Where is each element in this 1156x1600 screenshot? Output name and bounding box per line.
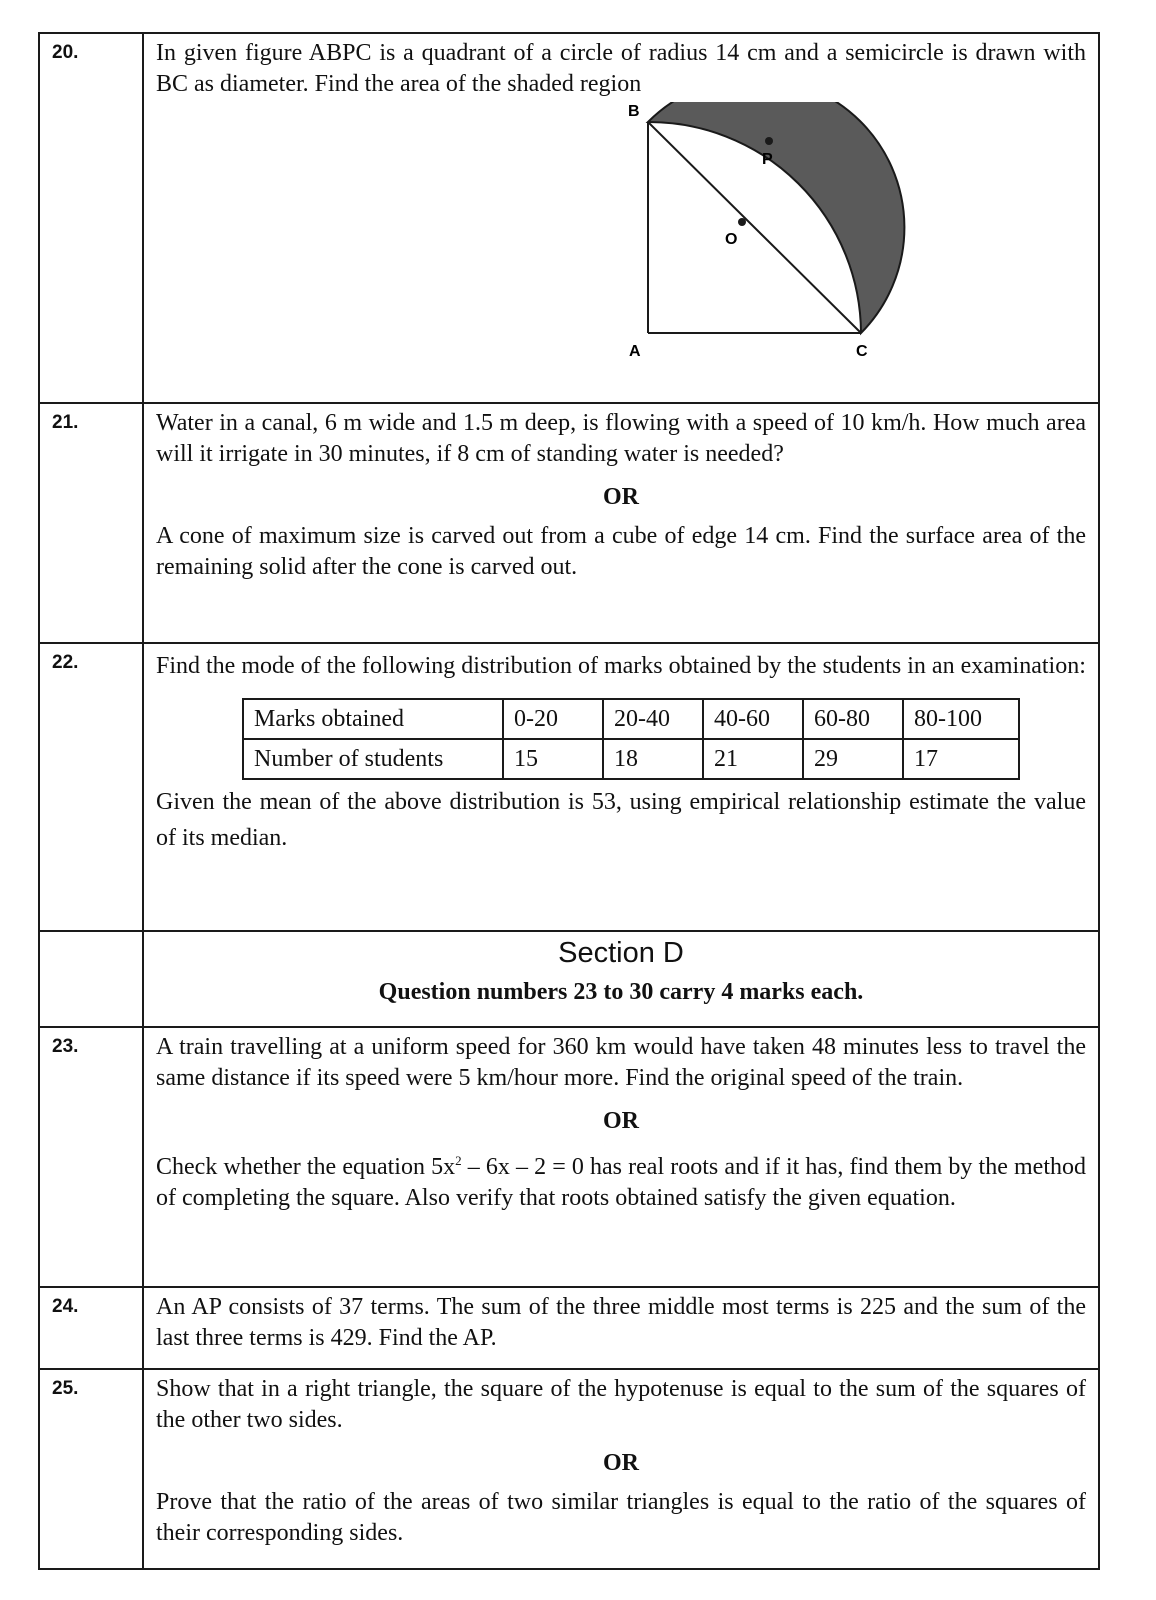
question-body (143, 1369, 1099, 1569)
question-body (143, 403, 1099, 643)
marks-distribution-table (242, 698, 1020, 780)
table-cell: 29 (803, 739, 903, 779)
question-number: 25. (39, 1369, 143, 1569)
question-text: An AP consists of 37 terms. The sum of the three middle most terms is 225 and the sum of the last three terms is 429. Find the AP. (156, 1294, 1086, 1351)
question-text: A train travelling at a uniform speed for 360 km would have taken 48 minutes less to travel the same distance if its speed were 5 km/hour more. Find the original speed of the train. (156, 1034, 1086, 1091)
question-number: 21. (39, 403, 143, 643)
question-followup-text: Given the mean of the above distribution is 53, using empirical relationship estimate the value of its median. (156, 789, 1086, 851)
label-o: O (725, 231, 738, 248)
question-table (38, 32, 1100, 1570)
or-divider: OR (603, 484, 639, 510)
table-cell: Number of students (243, 739, 503, 779)
alternative-question-text (156, 1145, 1086, 1214)
question-number: 20. (39, 33, 143, 403)
or-divider: OR (603, 1450, 639, 1476)
table-cell: 0-20 (503, 699, 603, 739)
question-row-20 (39, 33, 1099, 403)
table-cell: 18 (603, 739, 703, 779)
section-header (143, 931, 1099, 1027)
label-a: A (629, 343, 641, 360)
table-cell: 60-80 (803, 699, 903, 739)
question-text: Water in a canal, 6 m wide and 1.5 m deep, is flowing with a speed of 10 km/h. How much area will it irrigate in 30 minutes, if 8 cm of standing water is needed? (156, 410, 1086, 467)
section-title: Section D (558, 937, 684, 969)
exponent: 2 (455, 1153, 462, 1168)
section-subtitle: Question numbers 23 to 30 carry 4 marks each. (378, 979, 864, 1005)
label-c: C (856, 343, 868, 360)
alt-text-part: Check whether the equation 5x (156, 1154, 456, 1180)
section-header-row (39, 931, 1099, 1027)
question-row-24 (39, 1287, 1099, 1369)
label-b: B (628, 103, 640, 120)
table-cell: 20-40 (603, 699, 703, 739)
question-row-22 (39, 643, 1099, 931)
question-row-25 (39, 1369, 1099, 1569)
table-cell: 21 (703, 739, 803, 779)
table-cell: 40-60 (703, 699, 803, 739)
shaded-region (648, 102, 904, 333)
table-row (243, 739, 1019, 779)
alt-text-part: – 6x – 2 = 0 has real roots and if it has, find them by the method of completing the square. Also verify that roots obtained satisfy the given equation. (156, 1154, 1086, 1211)
question-number: 22. (39, 643, 143, 931)
table-cell: 17 (903, 739, 1019, 779)
question-text: Show that in a right triangle, the square of the hypotenuse is equal to the sum of the squares of the other two sides. (156, 1376, 1086, 1433)
alternative-question-text: Prove that the ratio of the areas of two similar triangles is equal to the ratio of the squares of their corresponding sides. (156, 1489, 1086, 1546)
question-text: Find the mode of the following distribution of marks obtained by the students in an examination: (156, 653, 1086, 679)
table-row (243, 699, 1019, 739)
question-text: In given figure ABPC is a quadrant of a circle of radius 14 cm and a semicircle is drawn with BC as diameter. Find the area of the shaded region (156, 40, 1086, 97)
table-cell: Marks obtained (243, 699, 503, 739)
quadrant-figure (516, 102, 916, 372)
question-body (143, 1287, 1099, 1369)
point-o (738, 218, 746, 226)
question-row-23 (39, 1027, 1099, 1287)
question-row-21 (39, 403, 1099, 643)
question-body (143, 33, 1099, 403)
or-divider: OR (603, 1108, 639, 1134)
question-body (143, 1027, 1099, 1287)
question-body (143, 643, 1099, 931)
table-cell: 15 (503, 739, 603, 779)
question-number: 24. (39, 1287, 143, 1369)
question-number: 23. (39, 1027, 143, 1287)
point-p (765, 137, 773, 145)
label-p: P (762, 151, 773, 168)
table-cell: 80-100 (903, 699, 1019, 739)
empty-number-cell (39, 931, 143, 1027)
alternative-question-text: A cone of maximum size is carved out from a cube of edge 14 cm. Find the surface area of the remaining solid after the cone is carved out. (156, 523, 1086, 580)
